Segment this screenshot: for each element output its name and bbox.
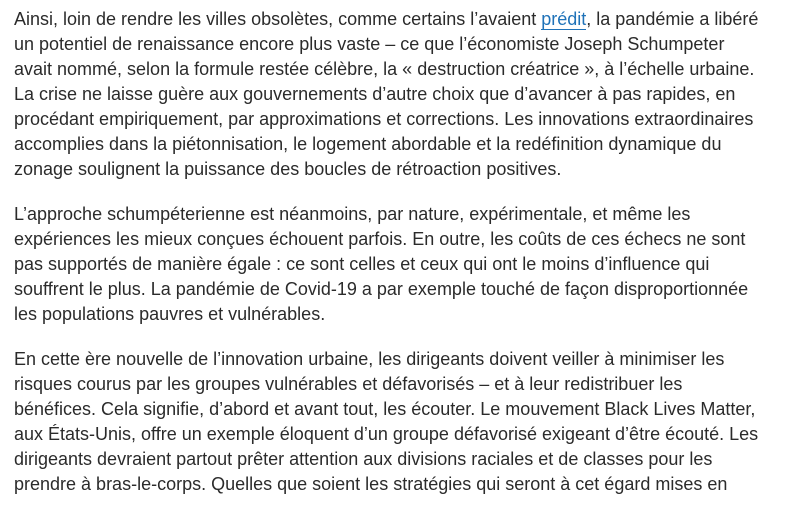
predit-link[interactable]: prédit xyxy=(541,9,587,29)
paragraph-line: expériences les mieux conçues échouent parfois. En outre, les coûts de ces échecs ne sont xyxy=(14,229,746,249)
paragraph-1 xyxy=(14,7,786,182)
paragraph-2 xyxy=(14,202,786,327)
paragraph-line: aux États-Unis, offre un exemple éloquent d’un groupe défavorisé exigeant d’être écouté. Les xyxy=(14,424,759,444)
paragraph-line: pas supportés de manière égale : ce sont celles et ceux qui ont le moins d’influence qui xyxy=(14,254,710,274)
line-text: Ainsi, loin de rendre les villes obsolètes, comme certains l’avaient xyxy=(14,9,542,29)
paragraph-line: avait nommé, selon la formule restée célèbre, la « destruction créatrice », à l’échelle urbaine. xyxy=(14,59,755,79)
line-text: , la pandémie a libéré xyxy=(586,9,759,29)
paragraph-line: procédant empiriquement, par approximations et corrections. Les innovations extraordinaires xyxy=(14,109,754,129)
paragraph-line: bénéfices. Cela signifie, d’abord et avant tout, les écouter. Le mouvement Black Lives Matter, xyxy=(14,399,756,419)
paragraph-line: La crise ne laisse guère aux gouvernements d’autre choix que d’avancer à pas rapides, en xyxy=(14,84,736,104)
paragraph-line: En cette ère nouvelle de l’innovation urbaine, les dirigeants doivent veiller à minimiser les xyxy=(14,349,725,369)
paragraph-line: zonage soulignent la puissance des boucles de rétroaction positives. xyxy=(14,159,562,179)
paragraph-line: souffrent le plus. La pandémie de Covid-19 a par exemple touché de façon disproportionnée xyxy=(14,279,749,299)
paragraph-3 xyxy=(14,347,786,497)
paragraph-line: L’approche schumpéterienne est néanmoins, par nature, expérimentale, et même les xyxy=(14,204,691,224)
paragraph-line: un potentiel de renaissance encore plus vaste – ce que l’économiste Joseph Schumpeter xyxy=(14,34,725,54)
paragraph-line: prendre à bras-le-corps. Quelles que soient les stratégies qui seront à cet égard mises en xyxy=(14,474,728,494)
paragraph-line xyxy=(14,7,786,32)
paragraph-line: les populations pauvres et vulnérables. xyxy=(14,304,326,324)
paragraph-line: accomplies dans la piétonnisation, le logement abordable et la redéfinition dynamique du xyxy=(14,134,722,154)
paragraph-line: dirigeants devraient partout prêter attention aux divisions raciales et de classes pour les xyxy=(14,449,713,469)
paragraph-line: risques courus par les groupes vulnérables et défavorisés – et à leur redistribuer les xyxy=(14,374,683,394)
